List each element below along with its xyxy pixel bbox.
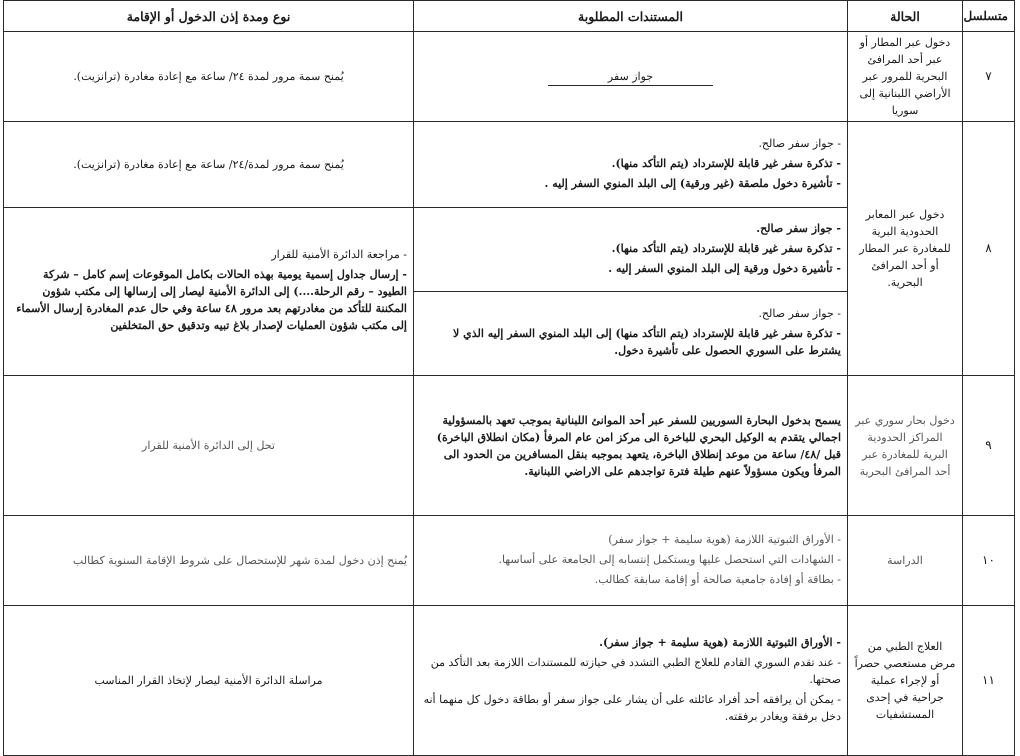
serial-cell: ٨ <box>963 122 1015 376</box>
case-cell: دخول عبر المطار أو عبر أحد المرافئ البحرية للمرور عبر الأراضي اللبنانية إلى سوريا <box>848 32 963 122</box>
header-case: الحالة <box>848 1 963 32</box>
permit-cell: يُمنح سمة مرور لمدة ٢٤/ ساعة مع إعادة مغادرة (ترانزيت). <box>4 32 414 122</box>
document-item: - بطاقة أو إفادة جامعية صالحة أو إقامة سابقة كطالب. <box>420 571 841 588</box>
documents-cell <box>414 208 848 292</box>
serial-cell: ١٠ <box>963 516 1015 606</box>
document-paragraph: يسمح بدخول البحارة السوريين للسفر عبر أحد الموانئ اللبنانية بموجب تعهد بالمسؤولية اجمالي يتقدم به الوكيل البحري للباخرة الى مركز امن عام المرفأ (مكان انطلاق الباخرة) قبل /٤٨/ ساعة من موعد إنطلاق الباخرة، يتعهد بموجبه بنقل المسافرين من الحدود الى المرفأ ويكون مسؤولاً عنهم طيلة فترة تواجدهم على الاراضي اللبنانية. <box>436 413 841 478</box>
serial-cell: ١١ <box>963 606 1015 756</box>
documents-cell <box>414 376 848 516</box>
case-cell: العلاج الطبي من مرض مستعصي حصراً أو لإجراء عملية جراحية في إحدى المستشفيات <box>848 606 963 756</box>
header-row <box>4 1 1015 32</box>
document-item: - الشهادات التي استحصل عليها ويستكمل إنتسابه إلى الجامعة على أساسها. <box>420 551 841 568</box>
document-item: - تأشيرة دخول ملصقة (غير ورقية) إلى البلد المنوي السفر إليه . <box>420 175 841 192</box>
permit-cell: تحل إلى الدائرة الأمنية للقرار <box>4 376 414 516</box>
table-row <box>4 606 1015 756</box>
permit-cell: يُمنح إذن دخول لمدة شهر للإستحصال على شروط الإقامة السنوية كطالب <box>4 516 414 606</box>
document-item: - تذكرة سفر غير قابلة للإسترداد (يتم التأكد منها) إلى البلد المنوي السفر إليه الذي لا يشترط على السوري الحصول على تأشيرة دخول. <box>420 325 841 359</box>
table-row <box>4 516 1015 606</box>
header-documents: المستندات المطلوبة <box>414 1 848 32</box>
serial-cell: ٩ <box>963 376 1015 516</box>
header-permit-type: نوع ومدة إذن الدخول أو الإقامة <box>4 1 414 32</box>
document-item: - تذكرة سفر غير قابلة للإسترداد (يتم التأكد منها). <box>420 155 841 172</box>
case-cell: الدراسة <box>848 516 963 606</box>
permit-cell <box>4 208 414 376</box>
permit-item: - مراجعة الدائرة الأمنية للقرار <box>10 246 407 263</box>
document-item: جواز سفر <box>548 68 713 86</box>
document-item: - جواز سفر صالح. <box>420 135 841 152</box>
document-item: - الأوراق الثبوتية اللازمة (هوية سليمة + جواز سفر). <box>420 634 841 651</box>
table-row <box>4 32 1015 122</box>
document-item: - تأشيرة دخول ورقية إلى البلد المنوي السفر إليه . <box>420 260 841 277</box>
case-cell: دخول عبر المعابر الحدودية البرية للمغادرة عبر المطار أو أحد المرافئ البحرية. <box>848 122 963 376</box>
serial-cell: ٧ <box>963 32 1015 122</box>
document-item: - تذكرة سفر غير قابلة للإسترداد (يتم التأكد منها). <box>420 240 841 257</box>
header-serial: متسلسل <box>963 1 1015 32</box>
documents-cell <box>414 606 848 756</box>
document-item: - عند تقدم السوري القادم للعلاج الطبي التشدد في حيازته للمستندات اللازمة بعد التأكد من صحتها. <box>420 654 841 688</box>
table-row <box>4 376 1015 516</box>
document-item: - الأوراق الثبوتية اللازمة (هوية سليمة + جواز سفر) <box>420 531 841 548</box>
entry-conditions-table <box>3 0 1015 756</box>
documents-cell <box>414 292 848 376</box>
document-item: - جواز سفر صالح. <box>420 305 841 322</box>
permit-cell: يُمنح سمة مرور لمدة/٢٤/ ساعة مع إعادة مغادرة (ترانزيت). <box>4 122 414 208</box>
permit-cell: مراسلة الدائرة الأمنية ليصار لإتخاذ القرار المناسب <box>4 606 414 756</box>
document-item: - يمكن أن يرافقه أحد أفراد عائلته على أن يشار على جواز سفر أو بطاقة دخول كل منهما أنه دخل برفقة ويغادر برفقته. <box>420 691 841 725</box>
documents-cell <box>414 32 848 122</box>
documents-cell <box>414 122 848 208</box>
case-cell: دخول بحار سوري عبر المراكز الحدودية البرية للمغادرة عبر أحد المرافئ البحرية <box>848 376 963 516</box>
documents-cell <box>414 516 848 606</box>
document-item: - جواز سفر صالح. <box>420 220 841 237</box>
permit-item: - إرسال جداول إسمية يومية بهذه الحالات بكامل الموقوعات إسم كامل – شركة الطيود – رقم الرحلة....) إلى الدائرة الأمنية ليصار إلى إرسالها إلى مكتب شؤون المكننة للتأكد من مغادرتهم بعد مرور ٤٨ ساعة وفي حال عدم المغادرة إرسال الأسماء إلى مكتب شؤون العمليات لإصدار بلاغ تبيه وتدقيق حق المتخلفين <box>10 266 407 334</box>
table-row <box>4 122 1015 208</box>
